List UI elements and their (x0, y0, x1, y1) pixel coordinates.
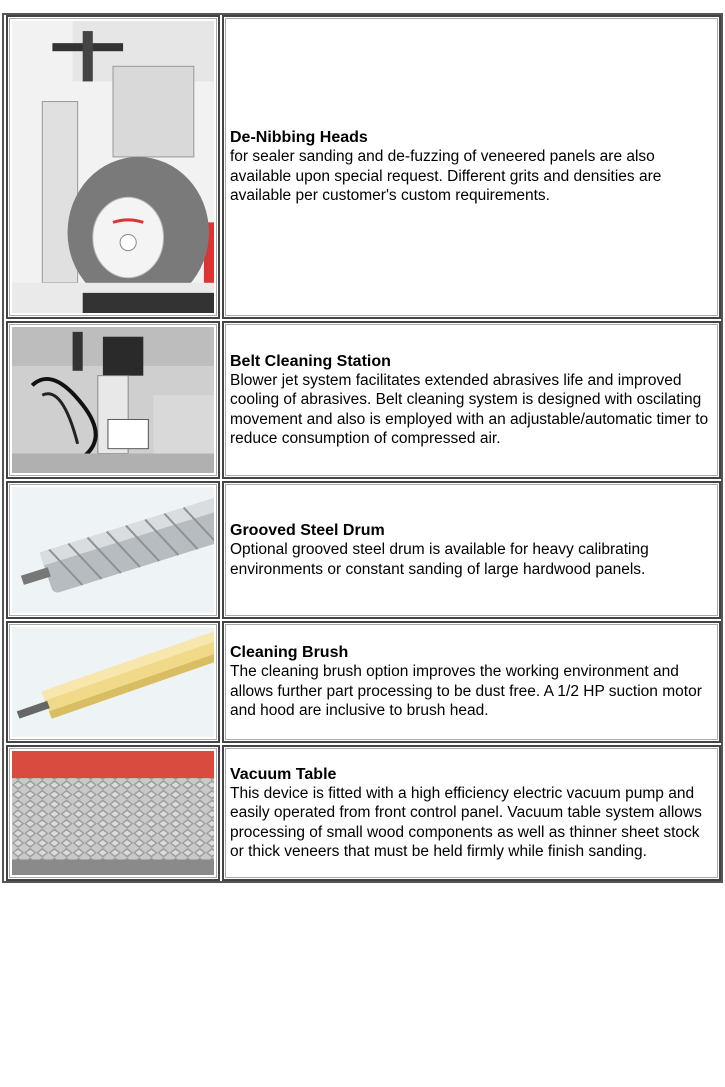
feature-text-cell (222, 481, 721, 619)
feature-title: Grooved Steel Drum (230, 522, 385, 540)
feature-row (4, 621, 721, 745)
belt-cleaning-station-photo (12, 327, 214, 473)
feature-description: Optional grooved steel drum is available for heavy calibrating environments or constant sanding of large hardwood panels. (230, 541, 649, 578)
feature-title: Belt Cleaning Station (230, 352, 391, 370)
feature-text-cell (222, 321, 721, 479)
feature-description: This device is fitted with a high efficiency electric vacuum pump and easily operated from front control panel. Vacuum table system allows processing of small wood components as well as thinner sheet stock or thick veneers that must be held firmly while finish sanding. (230, 784, 702, 860)
denibbing-head-photo (12, 21, 214, 313)
feature-row (4, 481, 721, 621)
feature-title: De-Nibbing Heads (230, 129, 368, 147)
feature-row (4, 745, 721, 883)
feature-table (2, 13, 723, 883)
feature-row (4, 15, 721, 321)
feature-image-cell (6, 481, 220, 619)
feature-image-cell (6, 321, 220, 479)
feature-text-cell (222, 745, 721, 881)
cleaning-brush-photo (12, 627, 214, 737)
feature-image-cell (6, 15, 220, 319)
feature-title: Vacuum Table (230, 765, 337, 783)
feature-description: The cleaning brush option improves the working environment and allows further part processing to be dust free. A 1/2 HP suction motor and hood are inclusive to brush head. (230, 663, 702, 720)
grooved-steel-drum-photo (12, 487, 214, 613)
feature-title: Cleaning Brush (230, 644, 349, 662)
feature-text-cell (222, 15, 721, 319)
feature-row (4, 321, 721, 481)
vacuum-table-photo (12, 751, 214, 875)
feature-image-cell (6, 621, 220, 743)
feature-description: Blower jet system facilitates extended abrasives life and improved cooling of abrasives. Belt cleaning system is designed with oscilating movement and also is employed with an adjustable/automatic timer to reduce consumption of compressed air. (230, 371, 709, 447)
feature-image-cell (6, 745, 220, 881)
feature-description: for sealer sanding and de-fuzzing of veneered panels are also available upon special request. Different grits and densities are available per customer's custom requirements. (230, 148, 662, 205)
feature-text-cell (222, 621, 721, 743)
